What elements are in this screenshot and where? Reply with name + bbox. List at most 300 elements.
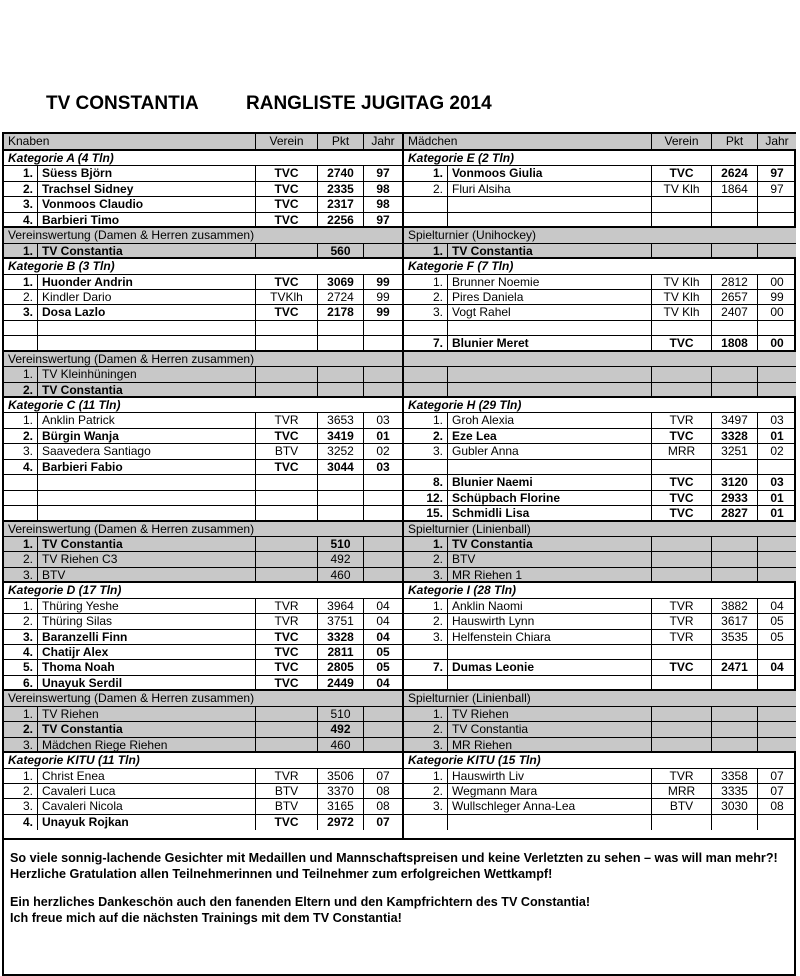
category-label: Kategorie C (11 Tln) [8,398,121,412]
club-cell [256,537,318,551]
year-cell [364,568,402,581]
result-row [4,444,402,459]
year-cell [758,722,796,736]
club-cell [256,568,318,581]
result-row [4,166,402,181]
points-cell: 3370 [318,784,364,798]
points-cell [712,552,758,566]
year-cell: 07 [376,814,390,829]
club-name: TV CONSTANTIA [46,93,199,114]
points-cell: 3882 [712,599,758,613]
name-cell: Hauswirth Liv [448,769,652,783]
name-cell: TV Riehen [38,707,256,721]
rank-cell: 2. [4,614,38,628]
club-cell [652,321,712,335]
rank-cell: 5. [4,660,38,674]
result-row [404,676,796,691]
rank-cell: 1. [404,599,448,613]
name-cell: TV Constantia [38,537,256,551]
section-heading [4,228,402,243]
name-cell: BTV [38,568,256,581]
year-cell: 07 [770,783,784,798]
club-cell [652,738,712,751]
points-cell: 2178 [318,305,364,319]
rank-cell: 1. [404,166,448,180]
girls-column [404,134,796,838]
rank-cell [404,321,448,335]
name-cell: Vogt Rahel [448,305,652,319]
result-row [404,614,796,629]
name-cell: Trachsel Sidney [38,182,256,196]
category-label: Kategorie KITU (11 Tln) [8,753,140,768]
result-row [404,321,796,336]
club-cell: TVC [256,213,318,226]
name-cell: TV Constantia [38,244,256,257]
rank-cell: 15. [404,506,448,519]
rank-cell: 7. [404,660,448,674]
name-cell: Dosa Lazlo [38,305,256,319]
name-cell: Thüring Yeshe [38,599,256,613]
points-cell: 492 [318,722,364,736]
section-label: Spielturnier (Unihockey) [408,228,537,243]
year-cell [364,552,402,566]
rank-cell: 2. [404,552,448,566]
club-cell [652,244,712,257]
result-row [404,599,796,614]
points-cell: 3617 [712,614,758,628]
club-cell [652,645,712,659]
result-row [4,244,402,259]
rank-cell: 4. [4,645,38,659]
name-cell: Helfenstein Chiara [448,630,652,644]
rank-cell: 1. [4,707,38,721]
rank-cell: 8. [404,475,448,489]
club-cell: BTV [652,799,712,813]
points-cell: 510 [318,707,364,721]
rank-cell: 1. [4,275,38,289]
result-row [4,182,402,197]
rank-cell: 3. [4,197,38,211]
rank-cell: 4. [4,460,38,474]
name-cell [38,491,256,505]
boys-header-row [4,134,402,151]
name-cell: Gubler Anna [448,444,652,458]
rank-cell: 1. [4,244,38,257]
name-cell: Thoma Noah [38,660,256,674]
name-cell: TV Kleinhüningen [38,367,256,381]
section-label [404,352,796,366]
year-cell: 00 [770,274,784,289]
points-cell [318,383,364,396]
year-cell: 08 [770,799,784,814]
year-cell [758,707,796,721]
rank-cell [4,336,38,349]
header-pkt: Pkt [318,134,364,149]
result-row [4,660,402,675]
name-cell: Mädchen Riege Riehen [38,738,256,751]
points-cell: 2811 [318,645,364,659]
points-cell [712,722,758,736]
club-cell: TVC [652,475,712,489]
category-heading [404,753,796,768]
name-cell [38,321,256,335]
rank-cell: 1. [404,537,448,551]
result-row [404,444,796,459]
year-cell: 03 [770,475,784,490]
points-cell [318,506,364,519]
result-row [4,537,402,552]
result-row [4,552,402,567]
points-cell: 2624 [712,166,758,180]
result-row [4,275,402,290]
club-cell: TVC [256,645,318,659]
name-cell: Fluri Alsiha [448,182,652,196]
name-cell: Saavedera Santiago [38,444,256,458]
name-cell [38,506,256,519]
header-verein: Verein [256,134,318,149]
result-row [4,630,402,645]
rank-cell [4,506,38,519]
rank-cell: 2. [4,429,38,443]
name-cell: Brunner Noemie [448,275,652,289]
points-cell: 3165 [318,799,364,813]
year-cell: 01 [770,506,784,520]
section-label: Vereinswertung (Damen & Herren zusammen) [8,228,255,243]
rank-cell: 4. [4,213,38,226]
club-cell [256,321,318,335]
club-cell: TVC [256,676,318,689]
year-cell: 02 [770,444,784,459]
result-row [4,707,402,722]
points-cell [712,367,758,381]
name-cell: BTV [448,552,652,566]
result-row [404,383,796,398]
name-cell [448,197,652,211]
points-cell: 2812 [712,275,758,289]
year-cell: 98 [376,197,390,212]
club-cell [256,722,318,736]
result-row [404,738,796,753]
year-cell [758,676,796,689]
girls-header-row [404,134,796,151]
name-cell: Groh Alexia [448,413,652,427]
points-cell: 1808 [712,336,758,349]
name-cell: MR Riehen [448,738,652,751]
rank-cell: 12. [404,491,448,505]
result-row [404,799,796,814]
rank-cell: 2. [4,784,38,798]
club-cell [256,336,318,349]
result-row [404,630,796,645]
rank-cell [404,367,448,381]
points-cell: 2256 [318,213,364,226]
rank-cell: 4. [4,815,38,830]
result-row [404,336,796,351]
category-label: Kategorie D (17 Tln) [8,583,122,598]
result-row [4,460,402,475]
points-cell: 3506 [318,769,364,783]
result-row [4,321,402,336]
points-cell: 2805 [318,660,364,674]
year-cell: 07 [376,768,390,783]
rank-cell: 2. [404,722,448,736]
points-cell [712,568,758,581]
club-cell: MRR [652,784,712,798]
rank-cell: 2. [404,614,448,628]
points-cell: 2407 [712,305,758,319]
points-cell: 3335 [712,784,758,798]
year-cell: 04 [770,598,784,613]
name-cell: TV Riehen [448,707,652,721]
section-heading [4,522,402,537]
name-cell: Barbieri Timo [38,213,256,226]
rank-cell: 3. [404,305,448,319]
club-cell [652,707,712,721]
result-row [4,305,402,320]
result-row [4,599,402,614]
result-row [404,645,796,660]
result-row [404,213,796,228]
result-row [4,815,402,830]
year-cell: 97 [376,212,390,227]
name-cell [448,367,652,381]
rank-cell: 1. [4,537,38,551]
rank-cell: 1. [404,413,448,427]
name-cell [448,460,652,474]
points-cell [712,676,758,689]
club-cell: BTV [256,799,318,813]
category-label: Kategorie B (3 Tln) [8,259,115,274]
year-cell [758,645,796,659]
rank-cell: 1. [4,599,38,613]
club-cell [256,244,318,257]
rank-cell: 1. [4,166,38,180]
rank-cell [4,491,38,505]
page-title [0,93,800,119]
category-heading [4,259,402,274]
rank-cell: 2. [4,383,38,396]
club-cell: TVC [256,429,318,443]
club-cell: TVC [256,275,318,289]
year-cell: 97 [376,166,390,181]
result-row [404,568,796,583]
club-cell [256,506,318,519]
points-cell: 492 [318,552,364,566]
name-cell: Chatijr Alex [38,645,256,659]
year-cell: 97 [770,181,784,196]
year-cell: 04 [376,675,390,690]
result-row [4,367,402,382]
section-label: Spielturnier (Linienball) [408,691,531,706]
year-cell: 08 [376,783,390,798]
club-cell [652,722,712,736]
header-pkt: Pkt [712,134,758,149]
rank-cell [404,676,448,689]
points-cell [318,367,364,381]
points-cell: 2827 [712,506,758,519]
rank-cell: 3. [4,568,38,581]
name-cell [38,336,256,349]
name-cell: Dumas Leonie [448,660,652,674]
club-cell: TVC [256,815,318,830]
name-cell: Huonder Andrin [38,275,256,289]
name-cell [448,676,652,689]
rank-cell: 3. [404,738,448,751]
result-row [4,213,402,228]
club-cell [256,738,318,751]
result-row [404,290,796,305]
club-cell [652,383,712,396]
name-cell [448,645,652,659]
year-cell: 05 [770,629,784,644]
result-row [404,769,796,784]
rank-cell: 1. [404,707,448,721]
club-cell: TVR [652,769,712,783]
header-name: Mädchen [404,134,652,149]
year-cell: 99 [376,289,390,304]
points-cell: 2317 [318,197,364,211]
category-label: Kategorie H (29 Tln) [408,398,522,412]
year-cell: 04 [376,598,390,613]
points-cell [712,537,758,551]
rank-cell: 1. [4,367,38,381]
points-cell [318,321,364,335]
header-jahr: Jahr [765,134,789,148]
club-cell: TVC [652,660,712,674]
club-cell: TVC [256,182,318,196]
name-cell: Vonmoos Giulia [448,166,652,180]
club-cell: TVC [256,660,318,674]
result-row [4,799,402,814]
rank-cell: 1. [4,769,38,783]
name-cell: TV Constantia [38,722,256,736]
points-cell: 510 [318,537,364,551]
club-cell: TVR [256,614,318,628]
year-cell: 07 [770,768,784,783]
result-row [4,290,402,305]
rank-cell [4,321,38,335]
club-cell: TV Klh [652,290,712,304]
year-cell [364,383,402,396]
section-label: Spielturnier (Linienball) [408,521,531,536]
name-cell: TV Constantia [448,537,652,551]
name-cell: Blunier Naemi [448,475,652,489]
result-row [404,707,796,722]
club-cell [256,383,318,396]
club-cell: MRR [652,444,712,458]
name-cell: TV Constantia [448,722,652,736]
rank-cell [404,213,448,226]
points-cell [712,244,758,257]
name-cell: Cavaleri Luca [38,784,256,798]
category-heading [4,753,402,768]
points-cell: 3328 [318,630,364,644]
club-cell: TVR [652,630,712,644]
name-cell: Süess Björn [38,166,256,180]
year-cell [364,722,402,736]
rank-cell: 2. [4,182,38,196]
year-cell [758,738,796,751]
name-cell: TV Constantia [38,383,256,396]
points-cell: 3497 [712,413,758,427]
club-cell: TVKlh [256,290,318,304]
points-cell: 3328 [712,429,758,443]
points-cell: 2740 [318,166,364,180]
points-cell: 3964 [318,599,364,613]
year-cell: 01 [770,490,784,505]
result-row [404,506,796,521]
rank-cell: 3. [4,738,38,751]
rank-cell: 3. [4,444,38,458]
club-cell [256,707,318,721]
result-row [4,336,402,351]
name-cell: Schüpbach Florine [448,491,652,505]
club-cell: TVC [256,166,318,180]
club-cell: TV Klh [652,275,712,289]
result-row [404,552,796,567]
year-cell: 05 [376,645,390,659]
club-cell [652,676,712,689]
points-cell: 3419 [318,429,364,443]
club-cell [652,213,712,226]
club-cell: BTV [256,444,318,458]
rank-cell: 2. [404,290,448,304]
result-row [4,738,402,753]
result-row [4,568,402,583]
section-label: Vereinswertung (Damen & Herren zusammen) [8,521,255,536]
points-cell [318,475,364,489]
year-cell [758,568,796,581]
result-row [4,769,402,784]
result-row [404,660,796,675]
rank-cell [4,475,38,489]
club-cell [256,475,318,489]
rank-cell: 1. [404,244,448,257]
club-cell [256,491,318,505]
year-cell: 03 [376,459,390,474]
points-cell [712,213,758,226]
result-row [404,722,796,737]
year-cell [364,367,402,381]
result-row [404,197,796,212]
year-cell: 03 [770,413,784,428]
rank-cell [404,645,448,659]
year-cell [758,815,796,830]
result-row [404,413,796,428]
category-heading [404,583,796,598]
points-cell [712,738,758,751]
rank-cell: 2. [4,722,38,736]
section-label: Vereinswertung (Damen & Herren zusammen) [8,691,255,706]
section-heading [4,691,402,706]
year-cell [364,738,402,751]
points-cell: 2335 [318,182,364,196]
boys-column [4,134,404,838]
year-cell: 97 [770,166,784,181]
header-verein: Verein [652,134,712,149]
name-cell: Unayuk Serdil [38,676,256,689]
result-row [404,429,796,444]
club-cell [256,367,318,381]
rank-cell [404,460,448,474]
section-heading [404,691,796,706]
name-cell: Anklin Naomi [448,599,652,613]
rank-cell: 3. [404,444,448,458]
name-cell: Baranzelli Finn [38,630,256,644]
points-cell: 2449 [318,676,364,689]
year-cell: 99 [376,274,390,289]
name-cell: Cavaleri Nicola [38,799,256,813]
